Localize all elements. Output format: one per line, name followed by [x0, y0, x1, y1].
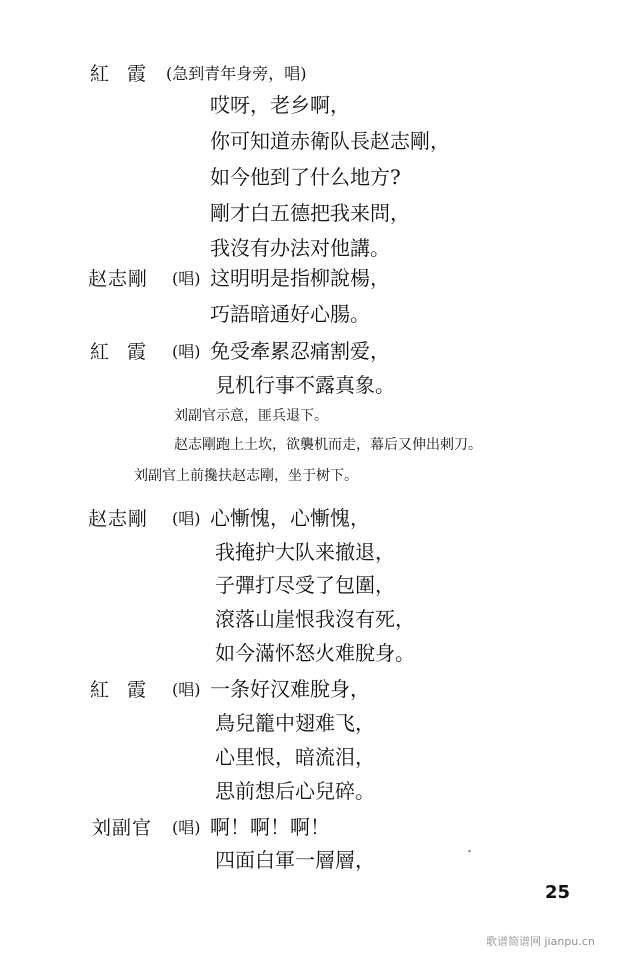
stage-cue: (唱): [172, 680, 201, 699]
lyric-line: 我掩护大队来撤退，: [215, 540, 395, 564]
lyric-line: 思前想后心兒碎。: [215, 779, 375, 803]
speaker-name: 紅霞: [90, 679, 165, 701]
lyric-line: 鳥兒籠中翅难飞，: [215, 711, 375, 735]
lyric-line: 巧語暗通好心腸。: [210, 302, 370, 326]
lyric-line: 一条好汉难脫身，: [210, 677, 370, 701]
lyric-line: 啊！啊！啊！: [210, 815, 330, 839]
stage-cue: (唱): [172, 509, 201, 528]
lyric-line: 你可知道赤衛队長赵志剛，: [210, 129, 450, 153]
stage-cue: (唱): [172, 818, 201, 837]
lyric-line: 如今滿怀怒火难脫身。: [215, 641, 415, 665]
lyric-line: 見机行事不露真象。: [215, 373, 395, 397]
lyric-line: 心里恨，暗流泪，: [215, 745, 375, 769]
stage-cue: (急到青年身旁，唱): [166, 64, 307, 83]
watermark: 歌谱简谱网 jianpu.cn: [486, 935, 595, 948]
lyric-line: 如今他到了什么地方?: [210, 165, 401, 189]
stage-direction: 刘副官上前攙扶赵志剛，坐于树下。: [134, 468, 358, 484]
lyric-line: 免受牽累忍痛割爱，: [210, 339, 390, 363]
lyric-line: 我沒有办法对他講。: [210, 236, 390, 260]
speaker-name: 紅霞: [90, 341, 165, 363]
lyric-line: 滾落山崖恨我沒有死，: [215, 607, 415, 631]
lyric-line: 这明明是指柳說楊，: [210, 266, 390, 290]
speaker-name: 赵志剛: [88, 508, 149, 530]
lyric-line: 心慚愧，心慚愧，: [210, 506, 370, 530]
stage-cue: (唱): [172, 342, 201, 361]
lyric-line: 子彈打尽受了包圍，: [215, 573, 395, 597]
stage-direction: 赵志剛跑上土坎，欲襲机而走，幕后又伸出刺刀。: [174, 437, 482, 453]
ink-speck: [468, 849, 472, 852]
speaker-name: 刘副官: [92, 817, 153, 839]
page-number: 25: [545, 882, 571, 903]
lyric-line: 哎呀，老乡啊，: [210, 93, 350, 117]
stage-cue: (唱): [172, 269, 201, 288]
lyric-line: 剛才白五德把我来問，: [210, 201, 410, 225]
lyric-line: 四面白軍一層層，: [215, 848, 375, 872]
speaker-name: 紅霞: [90, 63, 165, 85]
stage-direction: 刘副官示意，匪兵退下。: [174, 408, 328, 424]
speaker-name: 赵志剛: [88, 268, 149, 290]
